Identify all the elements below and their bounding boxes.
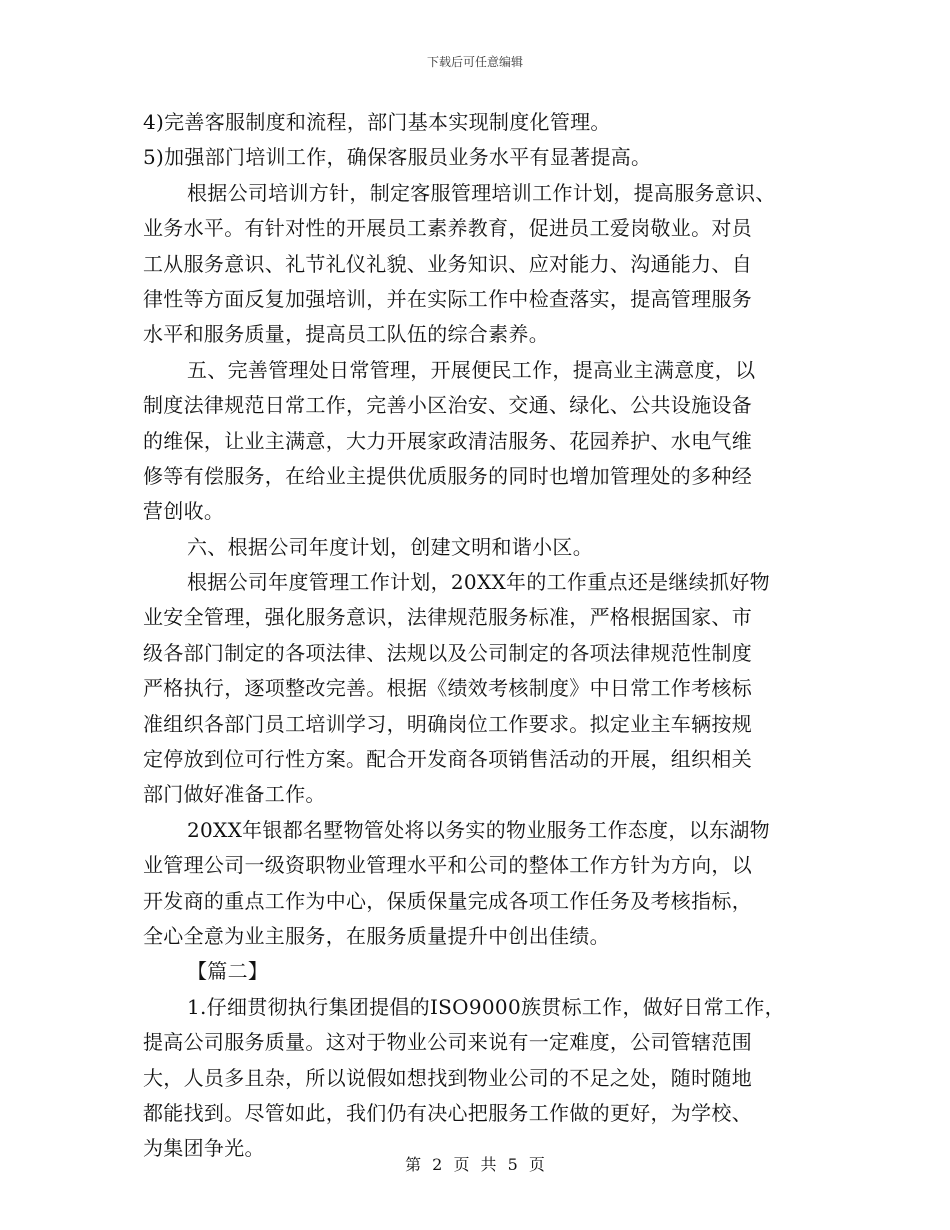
text-line: 20XX年银都名墅物管处将以务实的物业服务工作态度，以东湖物 bbox=[187, 817, 770, 842]
text-line: 4)完善客服制度和流程，部门基本实现制度化管理。 bbox=[143, 110, 611, 134]
text-line: 根据公司年度管理工作计划，20XX年的工作重点还是继续抓好物 bbox=[187, 570, 770, 595]
text-line: 修等有偿服务，在给业主提供优质服务的同时也增加管理处的多种经 bbox=[143, 463, 752, 488]
text-line: 五、完善管理处日常管理，开展便民工作，提高业主满意度，以 bbox=[187, 357, 756, 382]
text-line: 为集团争光。 bbox=[143, 1136, 265, 1161]
text-line: 部门做好准备工作。 bbox=[143, 782, 326, 807]
text-line: 5)加强部门培训工作，确保客服员业务水平有显著提高。 bbox=[143, 145, 652, 170]
document-body bbox=[143, 105, 813, 1167]
text-line: 业务水平。有针对性的开展员工素养教育，促进员工爱岗敬业。对员 bbox=[143, 216, 752, 241]
text-line: 水平和服务质量，提高员工队伍的综合素养。 bbox=[143, 322, 549, 347]
text-line: 大，人员多且杂，所以说假如想找到物业公司的不足之处，随时随地 bbox=[143, 1065, 752, 1090]
text-line: 六、根据公司年度计划，创建文明和谐小区。 bbox=[187, 534, 593, 559]
text-line: 的维保，让业主满意，大力开展家政清洁服务、花园养护、水电气维 bbox=[143, 428, 752, 453]
section-heading: 【篇二】 bbox=[187, 959, 269, 984]
text-line: 业管理公司一级资职物业管理水平和公司的整体工作方针为方向，以 bbox=[143, 853, 752, 878]
text-line: 严格执行，逐项整改完善。根据《绩效考核制度》中日常工作考核标 bbox=[143, 676, 752, 701]
text-line: 开发商的重点工作为中心，保质保量完成各项工作任务及考核指标， bbox=[143, 888, 752, 913]
text-line: 根据公司培训方针，制定客服管理培训工作计划，提高服务意识、 bbox=[187, 180, 776, 205]
page-header: 下载后可任意编辑 bbox=[426, 55, 523, 69]
text-line: 律性等方面反复加强培训，并在实际工作中检查落实，提高管理服务 bbox=[143, 286, 752, 311]
text-line: 提高公司服务质量。这对于物业公司来说有一定难度，公司管辖范围 bbox=[143, 1030, 752, 1055]
text-line: 全心全意为业主服务，在服务质量提升中创出佳绩。 bbox=[143, 923, 610, 948]
text-line: 1.仔细贯彻执行集团提倡的ISO9000族贯标工作，做好日常工作， bbox=[187, 994, 785, 1019]
text-line: 定停放到位可行性方案。配合开发商各项销售活动的开展，组织相关 bbox=[143, 747, 752, 772]
text-line: 营创收。 bbox=[143, 499, 225, 524]
text-line: 准组织各部门员工培训学习，明确岗位工作要求。拟定业主车辆按规 bbox=[143, 711, 752, 736]
text-line: 工从服务意识、礼节礼仪礼貌、业务知识、应对能力、沟通能力、自 bbox=[143, 251, 752, 276]
text-line: 业安全管理，强化服务意识，法律规范服务标准，严格根据国家、市 bbox=[143, 605, 752, 630]
text-line: 都能找到。尽管如此，我们仍有决心把服务工作做的更好，为学校、 bbox=[143, 1100, 752, 1125]
page-number: 第 2 页 共 5 页 bbox=[405, 1155, 545, 1174]
text-line: 制度法律规范日常工作，完善小区治安、交通、绿化、公共设施设备 bbox=[143, 393, 752, 418]
text-line: 级各部门制定的各项法律、法规以及公司制定的各项法律规范性制度 bbox=[143, 640, 752, 665]
